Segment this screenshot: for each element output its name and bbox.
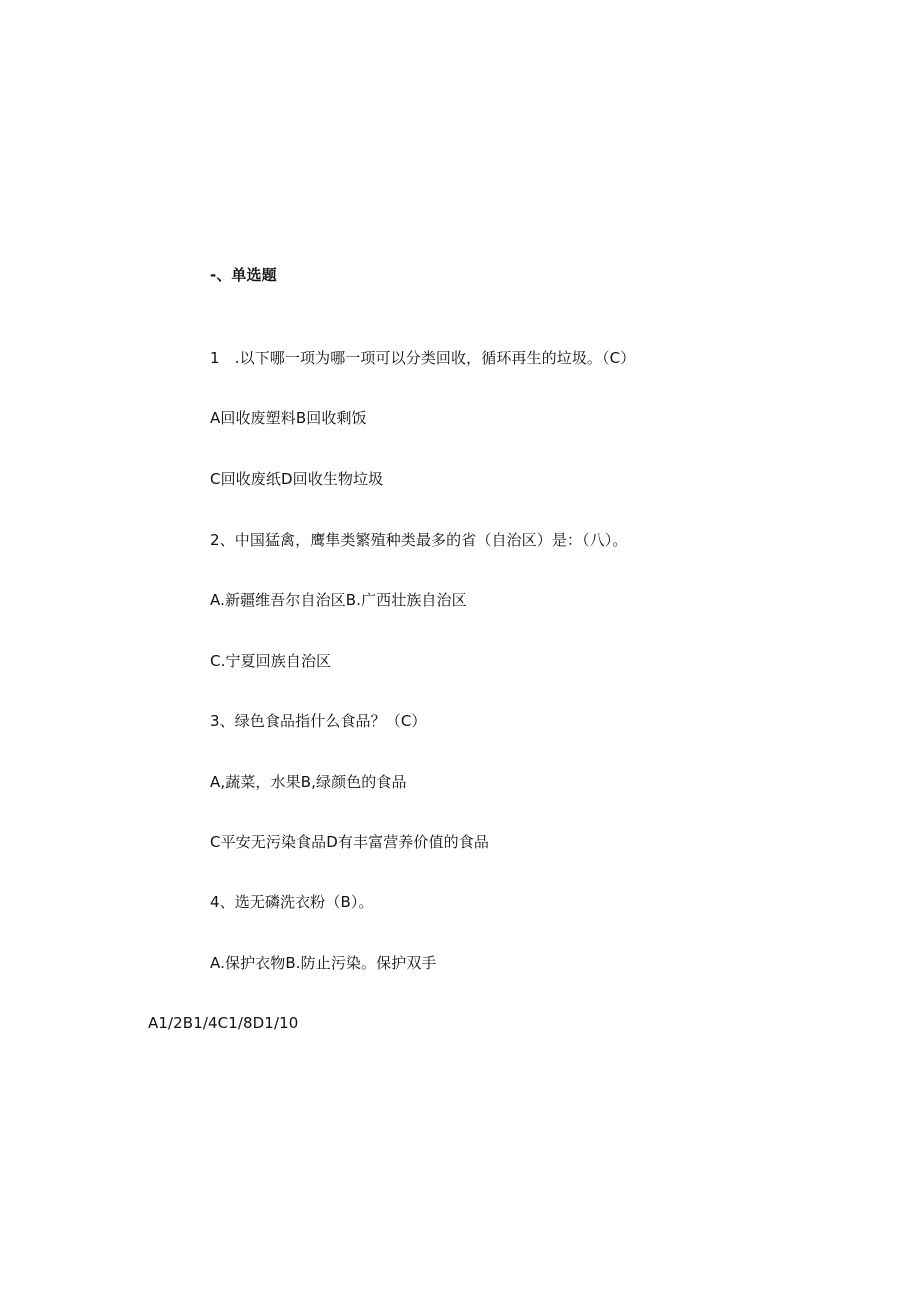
question-3-stem: 3、绿色食品指什么食品？（C） (210, 712, 427, 730)
section-heading: -、单选题 (210, 266, 277, 284)
question-3-option-line-2: C平安无污染食品D有丰富营养价值的食品 (210, 833, 489, 851)
question-1-option-line-2: C回收废纸D回收生物垃圾 (210, 470, 384, 488)
question-3-option-line-1: A,蔬菜，水果B,绿颜色的食品 (210, 773, 407, 791)
question-1-option-line-1: A回收废塑料B回收剩饭 (210, 409, 367, 427)
question-2-stem: 2、中国猛禽，鹰隼类繁殖种类最多的省（自治区）是：（八）。 (210, 531, 628, 549)
question-2-option-line-1: A.新疆维吾尔自治区B.广西壮族自治区 (210, 591, 467, 609)
question-4-option-line-1: A.保护衣物B.防止污染。保护双手 (210, 954, 437, 972)
question-4-stem: 4、选无磷洗衣粉（B）。 (210, 893, 374, 911)
answer-options-line: A1/2B1/4C1/8D1/10 (148, 1014, 299, 1032)
question-1-stem: 1 .以下哪一项为哪一项可以分类回收，循环再生的垃圾。（C） (210, 349, 636, 367)
question-2-option-line-2: C.宁夏回族自治区 (210, 652, 332, 670)
